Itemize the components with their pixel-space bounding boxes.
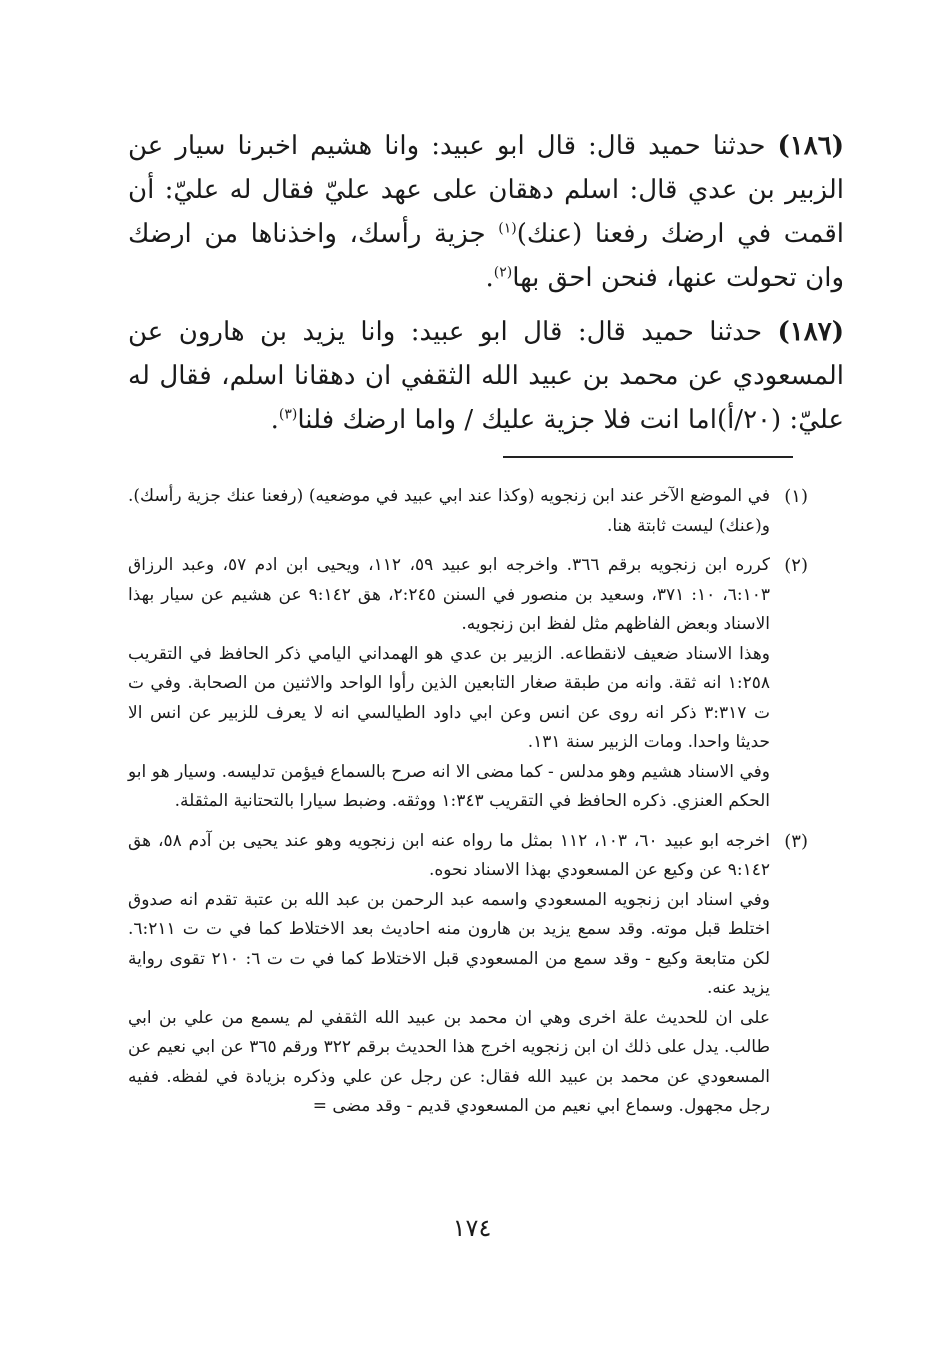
hadith-text-continued: جزية رأسك، واخذناها من ارضك وان تحولت عنها، فنحن احق بها <box>128 219 844 293</box>
footnote-ref[interactable]: (٢) <box>493 264 513 281</box>
footnote-ref[interactable]: (٣) <box>278 406 298 423</box>
footnotes <box>128 482 814 1132</box>
footnote-divider <box>503 456 793 458</box>
manuscript-folio-ref: (٢٠/أ) <box>716 405 782 435</box>
footnote-paragraph: وفي الاسناد هشيم وهو مدلس - كما مضى الا انه صرح بالسماع فيؤمن تدليسه. وسيار هو ابو الحكم العنزي. ذكره الحافظ في التقريب ١:٣٤٣ ووثقه. وضبط سيارا بالتحتانية المثقلة. <box>128 761 770 811</box>
main-text <box>128 124 844 452</box>
footnote-paragraph: كرره ابن زنجويه برقم ٣٦٦. واخرجه ابو عبيد ٥٩، ١١٢، ويحيى ابن ادم ٥٧، وعبد الرزاق ٦:١٠٣، ١٠: ٣٧١، وسعيد بن منصور في السنن ٢:٢٤٥، هق ٩:١٤٢ عن هشيم عن سيار بهذا الاسناد وبعض الفاظهم مثل لفظ ابن زنجويه. <box>128 555 771 634</box>
footnote-number: (٢) <box>784 555 808 576</box>
hadith-text: حدثنا حميد قال: قال ابو عبيد: وانا هشيم اخبرنا سيار عن الزبير بن عدي قال: اسلم دهقان على عهد عليّ فقال له عليّ: أن اقمت في ارضك رفعنا (عنك) <box>128 131 845 249</box>
footnote-paragraph: وهذا الاسناد ضعيف لانقطاعه. الزبير بن عدي هو الهمداني اليامي ذكر الحافظ في التقريب ١:٢٥٨ انه ثقة. وانه من طبقة صغار التابعين الذين رأوا الواحد والاثنين من الصحابة. وفي ت ت ٣:٣١٧ ذكر انه روى عن انس وعن ابي داود الطيالسي انه لا يعرف للزبير عن انس الا حديثا واحدا. ومات الزبير سنة ١٣١. <box>128 643 770 752</box>
footnote-number: (٣) <box>784 830 808 852</box>
footnote-paragraph: على ان للحديث علة اخرى وهي ان محمد بن عبيد الله الثقفي لم يسمع من علي بن ابي طالب. يدل على ذلك ان ابن زنجويه اخرج هذا الحديث برقم ٣٢٢ ورقم ٣٦٥ عن ابي نعيم عن المسعودي عن محمد بن عبيد الله فقال: عن رجل عن علي وذكره بزيادة في لفظه. ففيه رجل مجهول. وسماع ابي نعيم من المسعودي قديم - وقد مضى = <box>128 1007 770 1116</box>
hadith-number: (١٨٦) <box>777 131 845 161</box>
hadith-text: حدثنا حميد قال: قال ابو عبيد: وانا يزيد بن هارون عن المسعودي عن محمد بن عبيد الله الثقفي ان دهقانا اسلم، فقال له عليّ: <box>128 317 844 435</box>
footnote-paragraph: وفي اسناد ابن زنجويه المسعودي واسمه عبد الرحمن بن عبد الله بن عتبة تقدم انه صدوق اختلط قبل موته. وقد سمع يزيد بن هارون منه احاديث بعد الاختلاط كما في ت ت ٦:٢١١. لكن متابعة وكيع - وقد سمع من المسعودي قبل الاختلاط كما في ت ت ٦: ٢١٠ تقوى رواية يزيد عنه. <box>128 889 771 998</box>
hadith-text-continued: اما انت فلا جزية عليك / واما ارضك فلنا <box>297 405 717 435</box>
hadith-187 <box>128 310 844 442</box>
hadith-end: . <box>270 405 279 435</box>
page-number: ١٧٤ <box>452 1214 492 1242</box>
hadith-186 <box>128 124 844 300</box>
hadith-end: . <box>485 263 494 293</box>
footnote-paragraph: في الموضع الآخر عند ابن زنجويه (وكذا عند ابي عبيد في موضعيه) (رفعنا عنك جزية رأسك). و(عنك) ليست ثابتة هنا. <box>128 486 770 536</box>
footnote-2 <box>128 551 814 817</box>
footnote-ref[interactable]: (١) <box>498 220 517 237</box>
footnote-3 <box>128 827 814 1122</box>
footnote-number: (١) <box>784 486 808 507</box>
footnote-paragraph: اخرجه ابو عبيد ٦٠، ١٠٣، ١١٢ بمثل ما رواه عنه ابن زنجويه وهو عند يحيى بن آدم ٥٨، هق ٩:١٤٢ عن وكيع عن المسعودي بهذا الاسناد نحوه. <box>128 830 770 880</box>
footnote-1 <box>128 482 814 541</box>
hadith-number: (١٨٧) <box>777 317 845 347</box>
